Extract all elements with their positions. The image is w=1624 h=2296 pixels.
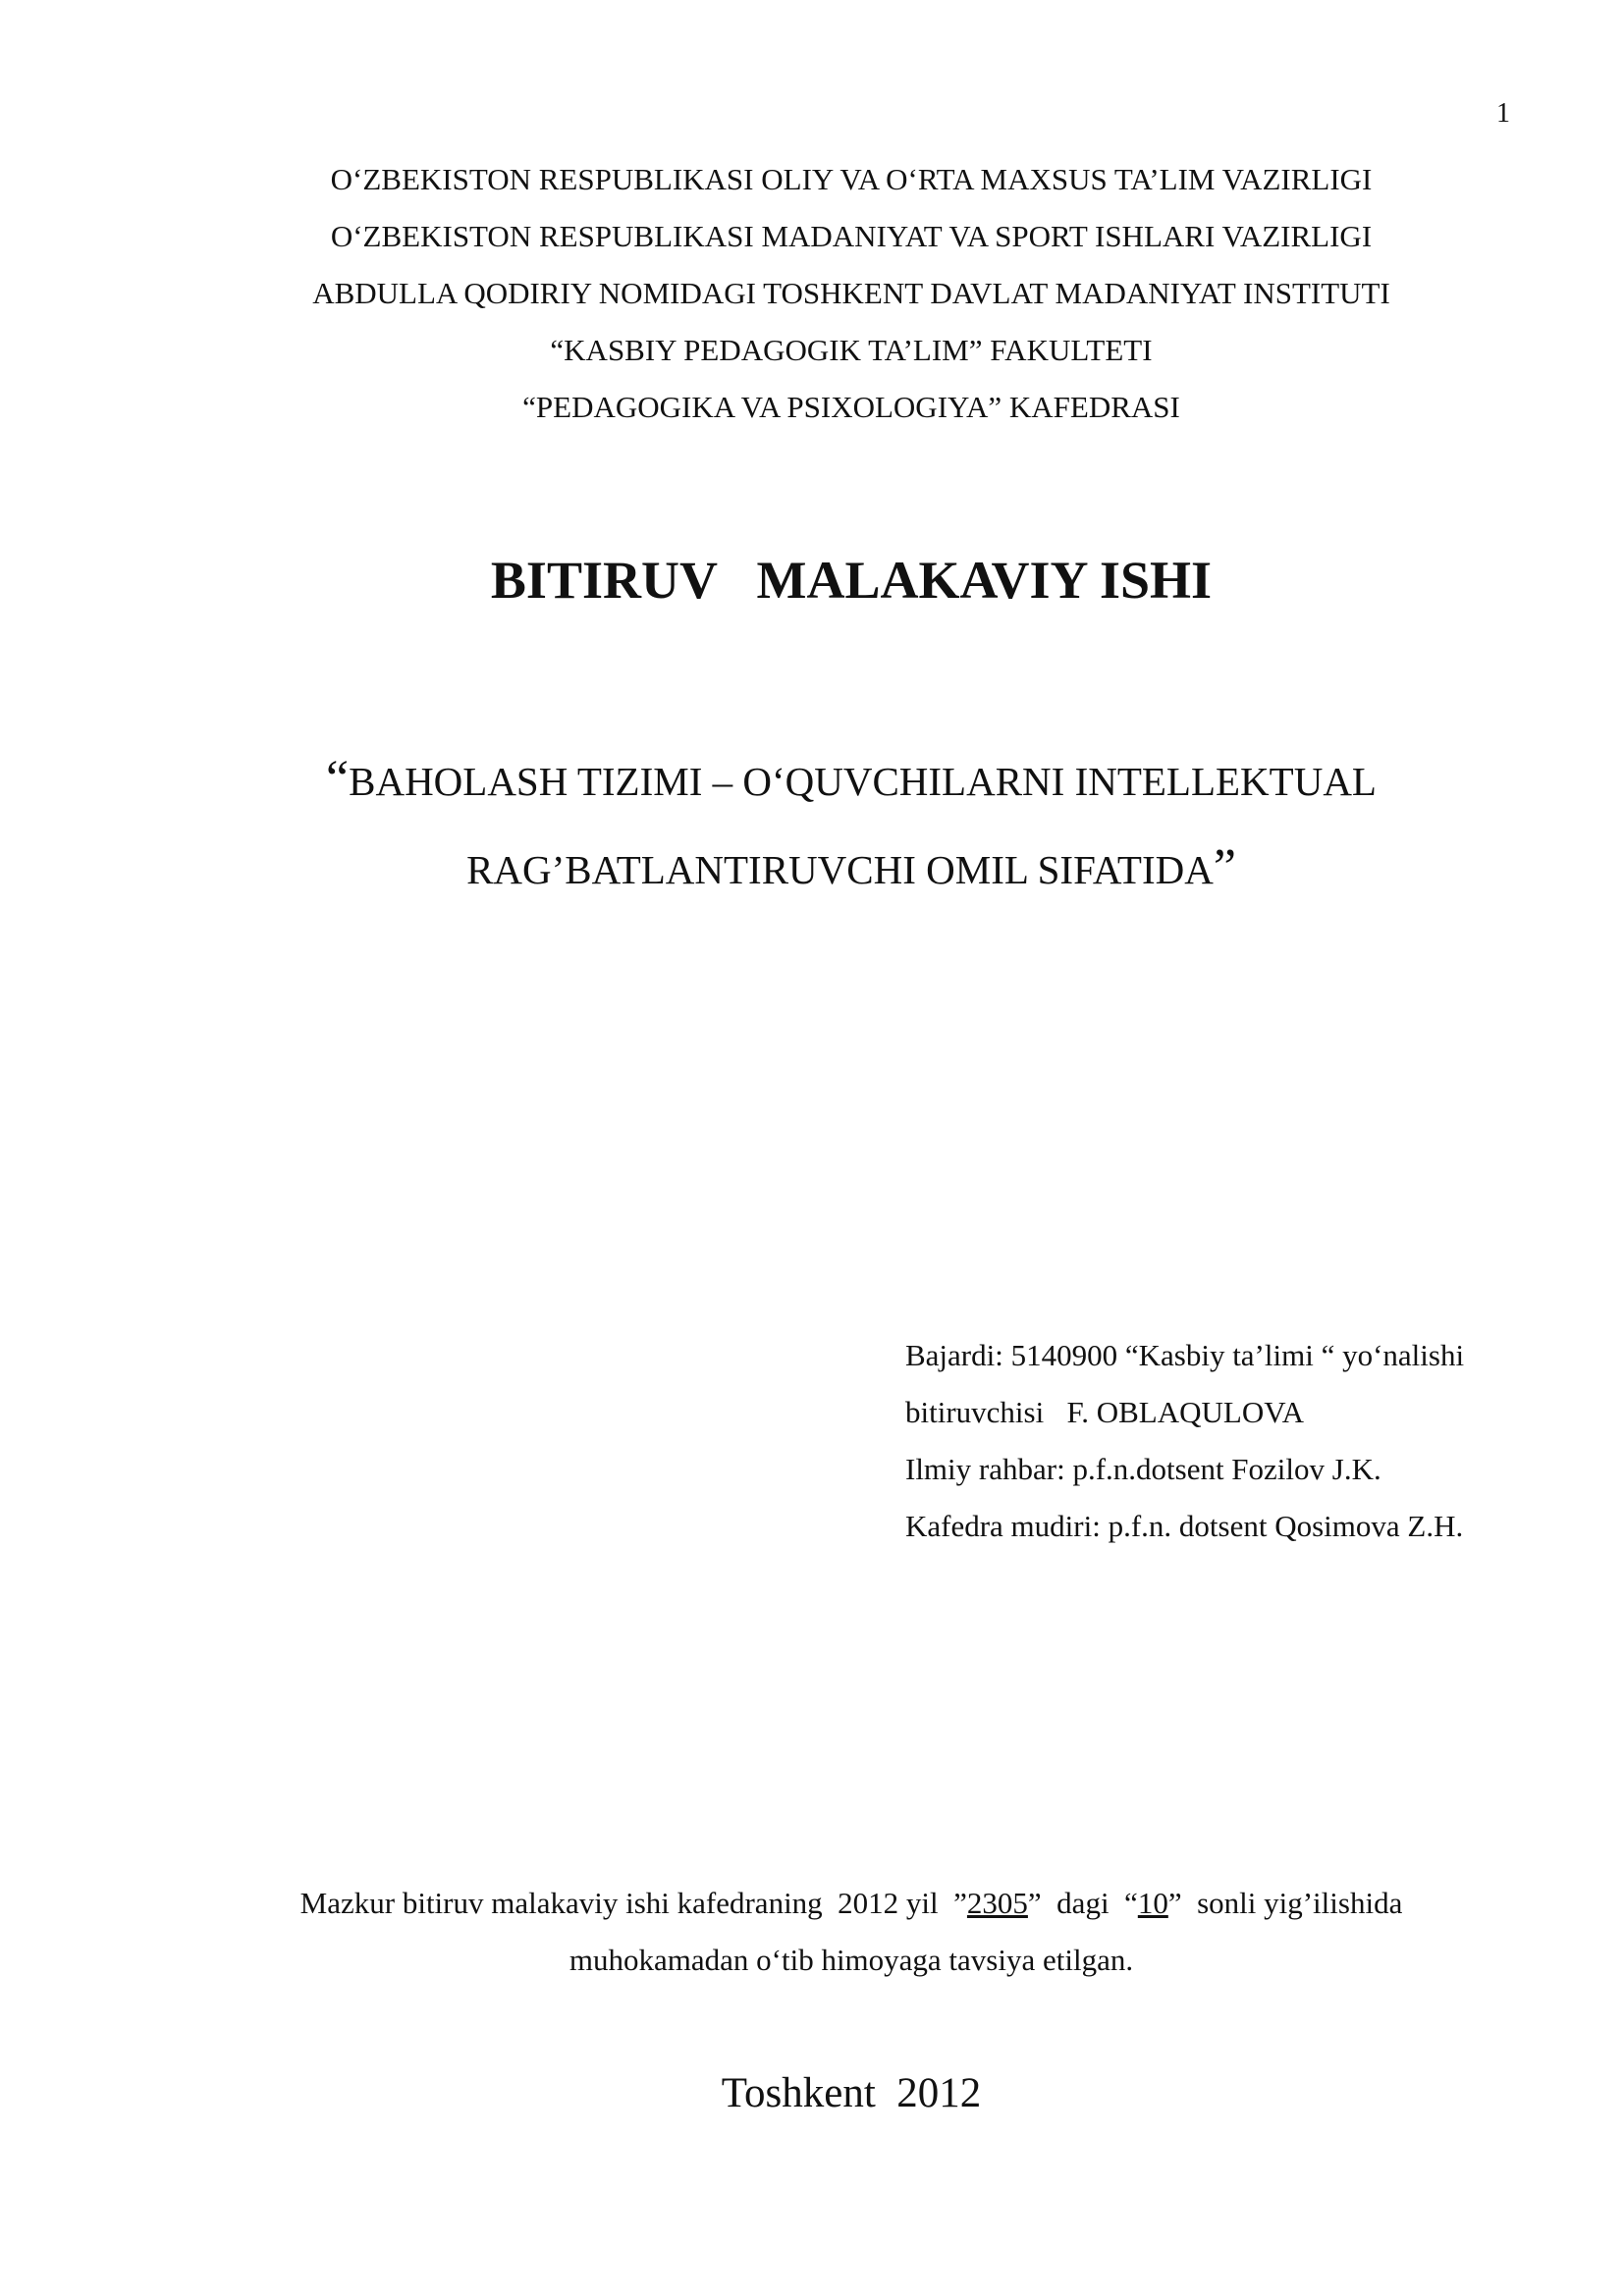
institution-header: [0, 151, 1624, 436]
author-name-line: bitiruvchisi F. OBLAQULOVA: [905, 1395, 1304, 1429]
approval-text-part1: Mazkur bitiruv malakaviy ishi kafedraning 2012 yil ”: [299, 1886, 967, 1920]
document-title: BITIRUV MALAKAVIY ISHI: [490, 551, 1213, 610]
approval-date: 2305: [966, 1886, 1028, 1920]
header-faculty: “KASBIY PEDAGOGIK TA’LIM” FAKULTETI: [550, 333, 1153, 367]
approval-statement: [0, 1875, 1624, 1989]
header-ministry-culture: O‘ZBEKISTON RESPUBLIKASI MADANIYAT VA SPORT ISHLARI VAZIRLIGI: [330, 219, 1373, 253]
approval-text-part2: ” dagi “: [1027, 1886, 1138, 1920]
approval-meeting-number: 10: [1137, 1886, 1168, 1920]
approval-line-2: muhokamadan o‘tib himoyaga tavsiya etilgan.: [568, 1943, 1134, 1977]
city-year: Toshkent 2012: [721, 2070, 982, 2116]
approval-text-part3: ” sonli yig’ilishida: [1167, 1886, 1403, 1920]
header-department: “PEDAGOGIKA VA PSIXOLOGIYA” KAFEDRASI: [522, 390, 1180, 424]
topic-line-2: [0, 825, 1624, 913]
thesis-topic: [0, 736, 1624, 913]
signature-block: [905, 1327, 1464, 1555]
topic-open-quote: “: [326, 751, 350, 807]
topic-line-2-text: RAG’BATLANTIRUVCHI OMIL SIFATIDA: [466, 847, 1214, 892]
page-number: 1: [1496, 98, 1510, 129]
approval-line-1: [0, 1875, 1624, 1932]
author-line: Bajardi: 5140900 “Kasbiy ta’limi “ yo‘nalishi: [905, 1338, 1465, 1372]
department-head-line: Kafedra mudiri: p.f.n. dotsent Qosimova Z.H.: [905, 1509, 1464, 1543]
supervisor-line: Ilmiy rahbar: p.f.n.dotsent Fozilov J.K.: [905, 1452, 1381, 1486]
header-ministry-education: O‘ZBEKISTON RESPUBLIKASI OLIY VA O‘RTA MAXSUS TA’LIM VAZIRLIGI: [330, 162, 1373, 196]
topic-close-quote: ”: [1213, 839, 1236, 895]
header-institute: ABDULLA QODIRIY NOMIDAGI TOSHKENT DAVLAT MADANIYAT INSTITUTI: [312, 276, 1390, 310]
topic-line-1-text: BAHOLASH TIZIMI – O‘QUVCHILARNI INTELLEKTUAL: [349, 759, 1377, 804]
topic-line-1: [0, 736, 1624, 825]
